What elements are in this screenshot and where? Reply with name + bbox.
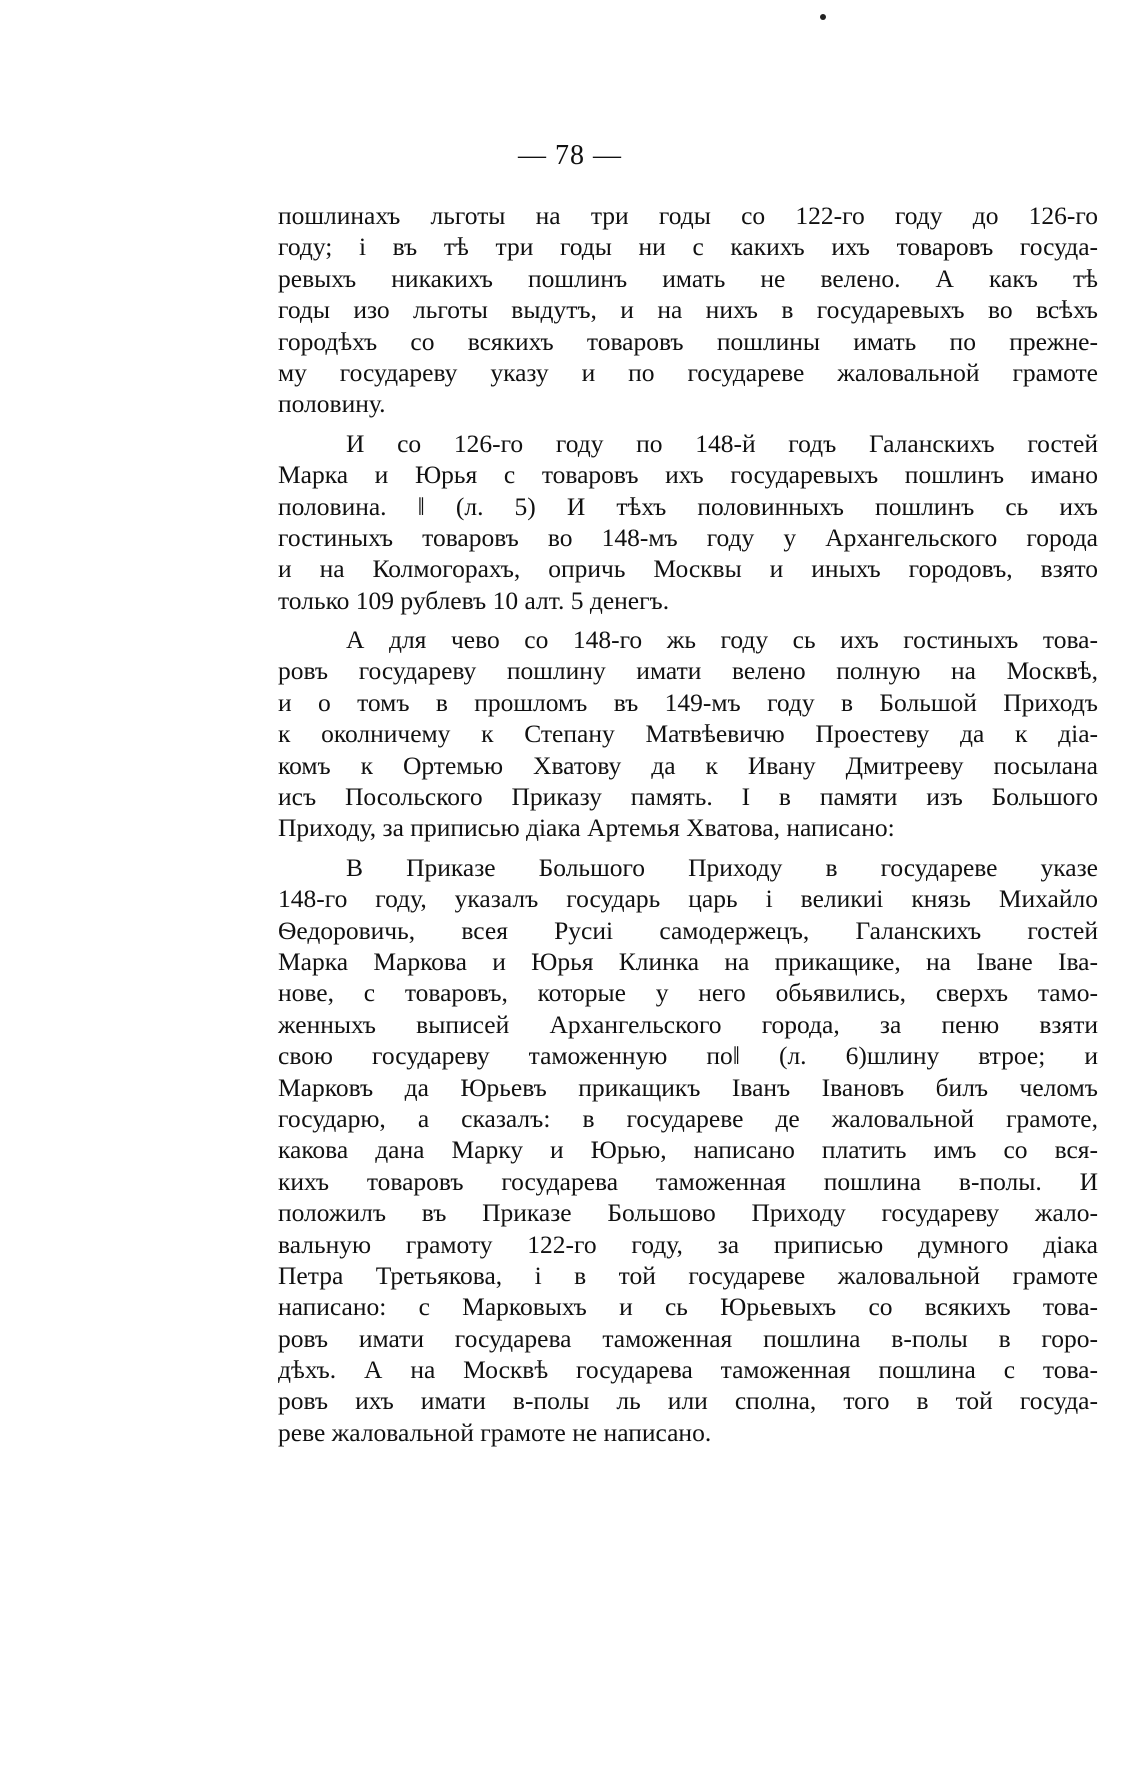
text-line: какова дана Марку и Юрью, написано платить имъ со вся- [278, 1135, 1098, 1165]
paragraph [278, 200, 1098, 420]
paragraph [278, 624, 1098, 844]
text-line: И со 126-го году по 148-й годъ Галанскихъ гостей [346, 428, 1098, 458]
text-line: пошлинахъ льготы на три годы со 122-го году до 126-го [278, 201, 1098, 230]
paragraph-gap [278, 616, 1098, 624]
text-line: к околничему к Степану Матвѣевичю Проестеву да к діа- [278, 719, 1098, 749]
text-line: Приходу, за приписью діака Артемья Хватова, написано: [278, 813, 895, 843]
text-line: В Приказе Большого Приходу в государеве указе [346, 852, 1098, 882]
paragraph-gap [278, 420, 1098, 428]
text-line: нове, с товаровъ, которые у него обьявились, сверхъ тамо- [278, 978, 1098, 1008]
text-line: дѣхъ. А на Москвѣ государева таможенная пошлина с това- [278, 1355, 1098, 1385]
text-line: половина. ‖ (л. 5) И тѣхъ половинныхъ пошлинъ сь ихъ [278, 491, 1098, 521]
text-line: Ѳедоровичь, всея Русиі самодержецъ, Галанскихъ гостей [278, 915, 1098, 945]
text-line: положилъ въ Приказе Большово Приходу государеву жало- [278, 1198, 1098, 1228]
text-line: 148-го году, указалъ государь царь і великиі князь Михайло [278, 884, 1098, 914]
text-line: реве жаловальной грамоте не написано. [278, 1417, 712, 1447]
text-line: Марковъ да Юрьевъ прикащикъ Іванъ Івановъ билъ челомъ [278, 1072, 1098, 1102]
text-line: исъ Посольского Приказу память. І в памяти изъ Большого [278, 782, 1098, 812]
text-line: Петра Третьякова, і в той государеве жаловальной грамоте [278, 1260, 1098, 1290]
text-line: му государеву указу и по государеве жаловальной грамоте [278, 357, 1098, 387]
text-line: и о томъ в прошломъ въ 149-мъ году в Большой Приходъ [278, 687, 1098, 717]
text-line: городѣхъ со всякихъ товаровъ пошлины имать по прежне- [278, 326, 1098, 356]
ink-speck [820, 14, 826, 20]
text-line: комъ к Ортемью Хватову да к Ивану Дмитрееву посылана [278, 750, 1098, 780]
body-text [278, 200, 1098, 1448]
text-line: Марка Маркова и Юрья Клинка на прикащике, на Іване Іва- [278, 946, 1098, 976]
text-line: свою государеву таможенную по‖ (л. 6)шлину втрое; и [278, 1041, 1098, 1071]
text-line: только 109 рублевъ 10 алт. 5 денегъ. [278, 585, 670, 615]
text-line: женныхъ выписей Архангельского города, за пеню взяти [278, 1009, 1098, 1039]
page-number: — 78 — [518, 140, 622, 171]
paragraph [278, 428, 1098, 616]
text-line: государю, а сказалъ: в государеве де жаловальной грамоте, [278, 1103, 1098, 1133]
text-line: годы изо льготы выдутъ, и на нихъ в государевыхъ во всѣхъ [278, 295, 1098, 325]
text-line: ревыхъ никакихъ пошлинъ имать не велено. А какъ тѣ [278, 263, 1098, 293]
text-line: А для чево со 148-го жь году сь ихъ гостиныхъ това- [346, 625, 1098, 655]
text-line: и на Колмогорахъ, опричь Москвы и иныхъ городовъ, взято [278, 554, 1098, 584]
text-line: половину. [278, 389, 386, 419]
text-line: ровъ ихъ имати в-полы ль или сполна, того в той госуда- [278, 1386, 1098, 1416]
text-line: году; і въ тѣ три годы ни с какихъ ихъ товаровъ госуда- [278, 232, 1098, 262]
text-line: гостиныхъ товаровъ во 148-мъ году у Архангельского города [278, 522, 1098, 552]
text-line: кихъ товаровъ государева таможенная пошлина в-полы. И [278, 1166, 1098, 1196]
text-line: ровъ имати государева таможенная пошлина в-полы в горо- [278, 1323, 1098, 1353]
paragraph-gap [278, 844, 1098, 852]
text-line: написано: с Марковыхъ и сь Юрьевыхъ со всякихъ това- [278, 1292, 1098, 1322]
text-line: вальную грамоту 122-го году, за приписью думного діака [278, 1229, 1098, 1259]
paragraph [278, 852, 1098, 1448]
text-line: Марка и Юрья с товаровъ ихъ государевыхъ пошлинъ имано [278, 460, 1098, 490]
text-line: ровъ государеву пошлину имати велено полную на Москвѣ, [278, 656, 1098, 686]
